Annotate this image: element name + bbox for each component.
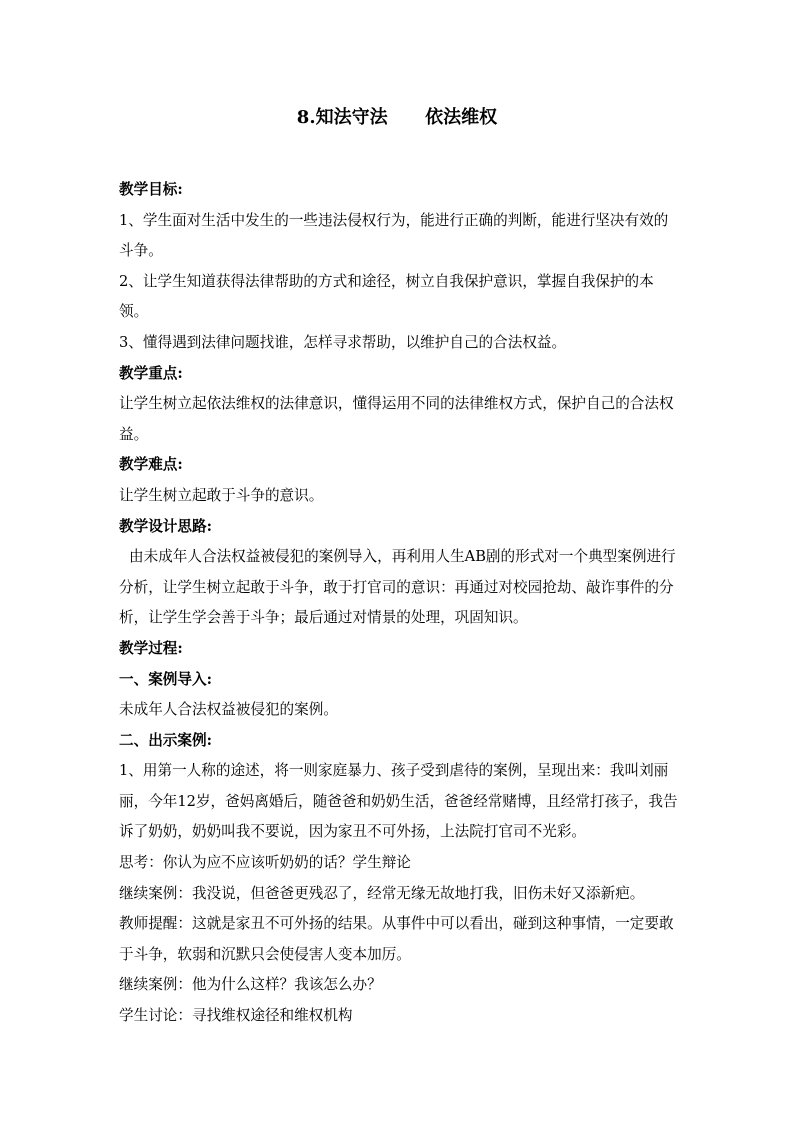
key-points-text: 让学生树立起依法维权的法律意识，懂得运用不同的法律维权方式，保护自己的合法权益。 <box>119 395 674 443</box>
design-text: 由未成年人合法权益被侵犯的案例导入，再利用人生AB剧的形式对一个典型案例进行分析，让学生树立起敢于斗争，敢于打官司的意识：再通过对校园抢劫、敲诈事件的分析，让学生学会善于斗争；最后通过对情景的处理，巩固知识。 <box>119 548 676 627</box>
process-heading: 教学过程: <box>119 639 183 657</box>
difficulty-text: 让学生树立起敢于斗争的意识。 <box>119 486 324 504</box>
teacher-hint: 教师提醒：这就是家丑不可外扬的结果。从事件中可以看出，碰到这种事情，一定要敢于斗争，软弱和沉默只会使侵害人变本加厉。 <box>119 915 674 963</box>
think-1: 思考：你认为应不应该听奶奶的话？学生辩论 <box>119 854 411 872</box>
goal-1: 1、学生面对生活中发生的一些违法侵权行为，能进行正确的判断，能进行坚决有效的斗争。 <box>119 211 669 260</box>
goal-3: 3、懂得遇到法律问题找谁，怎样寻求帮助，以维护自己的合法权益。 <box>119 333 567 351</box>
step1-text: 未成年人合法权益被侵犯的案例。 <box>119 701 338 719</box>
student-discussion: 学生讨论：寻找维权途径和维权机构 <box>119 1007 353 1025</box>
goals-heading: 教学目标: <box>119 181 183 198</box>
case-1: 1、用第一人称的途述，将一则家庭暴力、孩子受到虐待的案例，呈现出来：我叫刘丽丽，今年12岁，爸妈离婚后，随爸爸和奶奶生活，爸爸经常赌博，且经常打孩子，我告诉了奶奶，奶奶叫我不要说，因为家丑不可外扬，上法院打官司不光彩。 <box>119 762 678 841</box>
document-title: 8.知法守法 依法维权 <box>296 107 498 128</box>
step2-heading: 二、出示案例: <box>119 731 212 749</box>
difficulty-heading: 教学难点: <box>119 456 183 474</box>
design-heading: 教学设计思路: <box>119 517 212 535</box>
document-body <box>119 175 679 1032</box>
continue-case-2: 继续案例：他为什么这样？我该怎么办？ <box>119 976 382 994</box>
key-points-heading: 教学重点: <box>119 364 183 382</box>
step1-heading: 一、案例导入: <box>119 670 212 688</box>
goal-2: 2、让学生知道获得法律帮助的方式和途径，树立自我保护意识，掌握自我保护的本领。 <box>119 272 654 321</box>
continue-case-1: 继续案例：我没说，但爸爸更残忍了，经常无缘无故地打我，旧伤未好又添新疤。 <box>119 884 645 902</box>
